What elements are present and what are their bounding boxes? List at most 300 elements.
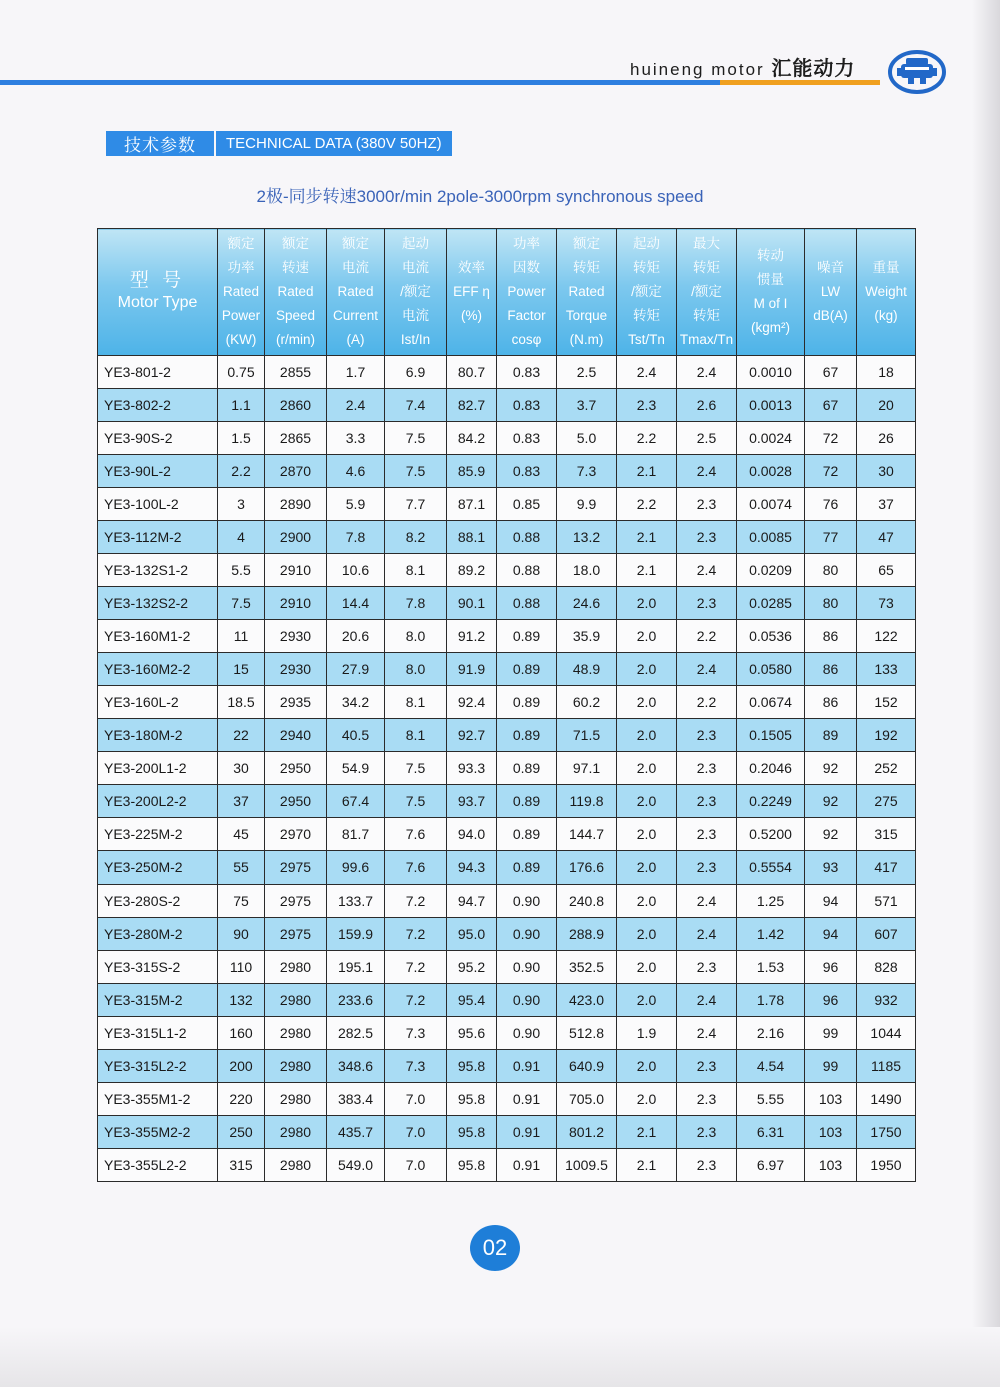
data-cell: 1490 <box>857 1082 916 1115</box>
data-cell: 250 <box>218 1115 265 1148</box>
data-cell: 2935 <box>265 686 327 719</box>
data-cell: 0.83 <box>497 356 557 389</box>
data-cell: 37 <box>218 785 265 818</box>
data-cell: 103 <box>805 1082 857 1115</box>
column-header-line: (kgm²) <box>751 320 790 335</box>
data-cell: 5.55 <box>737 1082 805 1115</box>
data-cell: 95.4 <box>447 983 497 1016</box>
data-cell: 8.0 <box>385 653 447 686</box>
column-header-line: 额定 <box>342 236 369 251</box>
data-cell: 0.91 <box>497 1082 557 1115</box>
data-cell: 2.2 <box>617 488 677 521</box>
data-cell: 11 <box>218 620 265 653</box>
data-cell: 0.89 <box>497 785 557 818</box>
data-cell: 24.6 <box>557 587 617 620</box>
data-cell: 0.85 <box>497 488 557 521</box>
column-header <box>737 229 805 356</box>
column-header-line: Rated <box>277 284 314 299</box>
data-cell: 6.97 <box>737 1148 805 1181</box>
table-row <box>98 521 916 554</box>
column-header-line: Rated <box>222 284 260 299</box>
data-cell: 92 <box>805 752 857 785</box>
data-cell: 2.3 <box>677 521 737 554</box>
data-cell: 2.3 <box>677 818 737 851</box>
data-cell: 20 <box>857 389 916 422</box>
column-header-line: Power <box>507 284 546 299</box>
data-cell: 0.88 <box>497 587 557 620</box>
data-cell: 2.3 <box>677 719 737 752</box>
motor-type-cell: YE3-315S-2 <box>98 950 218 983</box>
data-cell: 0.75 <box>218 356 265 389</box>
data-cell: 7.0 <box>385 1148 447 1181</box>
data-cell: 85.9 <box>447 455 497 488</box>
data-cell: 1.25 <box>737 884 805 917</box>
column-header-line: /额定 <box>400 284 431 299</box>
data-cell: 95.8 <box>447 1049 497 1082</box>
section-tag <box>106 131 452 156</box>
data-cell: 7.6 <box>385 818 447 851</box>
column-header-line: 型 号 <box>129 270 186 291</box>
data-cell: 2.3 <box>677 1049 737 1082</box>
data-cell: 348.6 <box>327 1049 385 1082</box>
data-cell: 2.4 <box>617 356 677 389</box>
column-header-line: (r/min) <box>276 332 315 347</box>
data-cell: 220 <box>218 1082 265 1115</box>
motor-type-cell: YE3-355L2-2 <box>98 1148 218 1181</box>
data-cell: 2890 <box>265 488 327 521</box>
data-cell: 0.0074 <box>737 488 805 521</box>
data-cell: 0.0209 <box>737 554 805 587</box>
table-row <box>98 620 916 653</box>
column-header <box>218 229 265 356</box>
data-cell: 47 <box>857 521 916 554</box>
motor-type-cell: YE3-355M2-2 <box>98 1115 218 1148</box>
motor-type-cell: YE3-132S2-2 <box>98 587 218 620</box>
column-header-motor-type <box>98 229 218 356</box>
data-cell: 7.2 <box>385 917 447 950</box>
data-cell: 93.7 <box>447 785 497 818</box>
data-cell: 3.3 <box>327 422 385 455</box>
data-cell: 65 <box>857 554 916 587</box>
motor-type-cell: YE3-100L-2 <box>98 488 218 521</box>
data-cell: 0.89 <box>497 719 557 752</box>
table-row <box>98 752 916 785</box>
data-cell: 4.6 <box>327 455 385 488</box>
data-cell: 288.9 <box>557 917 617 950</box>
data-cell: 6.9 <box>385 356 447 389</box>
data-cell: 97.1 <box>557 752 617 785</box>
data-cell: 94 <box>805 917 857 950</box>
data-cell: 2.2 <box>617 422 677 455</box>
column-header-line: cosφ <box>511 332 542 347</box>
data-cell: 119.8 <box>557 785 617 818</box>
data-cell: 0.0285 <box>737 587 805 620</box>
data-cell: 315 <box>218 1148 265 1181</box>
column-header-line: 额定 <box>227 236 255 251</box>
data-cell: 2.0 <box>617 653 677 686</box>
data-cell: 1185 <box>857 1049 916 1082</box>
column-header <box>617 229 677 356</box>
data-cell: 0.89 <box>497 620 557 653</box>
data-cell: 640.9 <box>557 1049 617 1082</box>
data-cell: 2.3 <box>617 389 677 422</box>
data-cell: 2.4 <box>677 356 737 389</box>
data-cell: 84.2 <box>447 422 497 455</box>
data-cell: 2975 <box>265 917 327 950</box>
data-cell: 81.7 <box>327 818 385 851</box>
data-cell: 2.5 <box>677 422 737 455</box>
data-cell: 103 <box>805 1148 857 1181</box>
data-cell: 423.0 <box>557 983 617 1016</box>
data-cell: 2.3 <box>677 1082 737 1115</box>
data-cell: 7.5 <box>218 587 265 620</box>
data-cell: 1.78 <box>737 983 805 1016</box>
column-header-line: 因数 <box>513 260 540 275</box>
data-cell: 2930 <box>265 653 327 686</box>
data-cell: 1.53 <box>737 950 805 983</box>
data-cell: 2.6 <box>677 389 737 422</box>
table-header-row <box>98 229 916 356</box>
motor-type-cell: YE3-225M-2 <box>98 818 218 851</box>
data-cell: 30 <box>857 455 916 488</box>
column-header-line: 重量 <box>872 260 900 275</box>
data-cell: 0.0024 <box>737 422 805 455</box>
data-cell: 95.6 <box>447 1016 497 1049</box>
data-cell: 92.4 <box>447 686 497 719</box>
column-header-line: Ist/In <box>400 332 431 347</box>
data-cell: 37 <box>857 488 916 521</box>
data-cell: 2.3 <box>677 587 737 620</box>
column-header-line: (%) <box>461 308 482 323</box>
data-cell: 2.4 <box>327 389 385 422</box>
data-cell: 22 <box>218 719 265 752</box>
data-cell: 2980 <box>265 1016 327 1049</box>
data-cell: 30 <box>218 752 265 785</box>
table-subtitle: 2极-同步转速3000r/min 2pole-3000rpm synchronous speed <box>256 187 704 206</box>
data-cell: 2.4 <box>677 917 737 950</box>
data-cell: 2930 <box>265 620 327 653</box>
data-cell: 18.0 <box>557 554 617 587</box>
column-header <box>497 229 557 356</box>
data-cell: 72 <box>805 455 857 488</box>
data-cell: 80 <box>805 587 857 620</box>
data-cell: 2.1 <box>617 554 677 587</box>
data-cell: 103 <box>805 1115 857 1148</box>
data-cell: 2980 <box>265 983 327 1016</box>
data-cell: 80 <box>805 554 857 587</box>
data-cell: 8.1 <box>385 719 447 752</box>
data-cell: 8.1 <box>385 686 447 719</box>
data-cell: 2975 <box>265 884 327 917</box>
data-cell: 2980 <box>265 950 327 983</box>
motor-type-cell: YE3-250M-2 <box>98 851 218 884</box>
data-cell: 571 <box>857 884 916 917</box>
data-cell: 192 <box>857 719 916 752</box>
table-row <box>98 653 916 686</box>
data-cell: 122 <box>857 620 916 653</box>
data-cell: 2.3 <box>677 1148 737 1181</box>
data-cell: 0.89 <box>497 653 557 686</box>
data-cell: 7.5 <box>385 455 447 488</box>
data-cell: 88.1 <box>447 521 497 554</box>
data-cell: 0.91 <box>497 1115 557 1148</box>
motor-type-cell: YE3-200L1-2 <box>98 752 218 785</box>
column-header-line: M of I <box>753 296 788 311</box>
column-header <box>677 229 737 356</box>
data-cell: 4 <box>218 521 265 554</box>
data-cell: 7.0 <box>385 1115 447 1148</box>
column-header <box>385 229 447 356</box>
data-cell: 0.89 <box>497 818 557 851</box>
data-cell: 99 <box>805 1049 857 1082</box>
motor-type-cell: YE3-180M-2 <box>98 719 218 752</box>
data-cell: 352.5 <box>557 950 617 983</box>
data-cell: 2970 <box>265 818 327 851</box>
data-cell: 45 <box>218 818 265 851</box>
column-header-line: 额定 <box>282 236 309 251</box>
data-cell: 1009.5 <box>557 1148 617 1181</box>
data-cell: 2.3 <box>677 785 737 818</box>
data-cell: 76 <box>805 488 857 521</box>
technical-data-table <box>97 228 916 1182</box>
data-cell: 67.4 <box>327 785 385 818</box>
data-cell: 60.2 <box>557 686 617 719</box>
data-cell: 90 <box>218 917 265 950</box>
data-cell: 1950 <box>857 1148 916 1181</box>
data-cell: 2.0 <box>617 983 677 1016</box>
data-cell: 0.90 <box>497 917 557 950</box>
data-cell: 54.9 <box>327 752 385 785</box>
data-cell: 13.2 <box>557 521 617 554</box>
column-header-line: Weight <box>865 284 907 299</box>
data-cell: 1750 <box>857 1115 916 1148</box>
data-cell: 5.5 <box>218 554 265 587</box>
data-cell: 1.7 <box>327 356 385 389</box>
data-cell: 67 <box>805 356 857 389</box>
data-cell: 48.9 <box>557 653 617 686</box>
data-cell: 75 <box>218 884 265 917</box>
column-header-line: LW <box>820 284 841 299</box>
motor-type-cell: YE3-160M2-2 <box>98 653 218 686</box>
column-header-line: Tmax/Tn <box>679 332 734 347</box>
column-header-line: Rated <box>337 284 374 299</box>
data-cell: 0.0013 <box>737 389 805 422</box>
data-cell: 160 <box>218 1016 265 1049</box>
column-header-line: 电流 <box>402 308 429 323</box>
data-cell: 195.1 <box>327 950 385 983</box>
data-cell: 801.2 <box>557 1115 617 1148</box>
motor-type-cell: YE3-132S1-2 <box>98 554 218 587</box>
column-header-line: 最大 <box>693 236 720 251</box>
data-cell: 77 <box>805 521 857 554</box>
data-cell: 2.1 <box>617 455 677 488</box>
data-cell: 92.7 <box>447 719 497 752</box>
data-cell: 3.7 <box>557 389 617 422</box>
data-cell: 90.1 <box>447 587 497 620</box>
data-cell: 7.7 <box>385 488 447 521</box>
brand-name-cn: 汇能动力 <box>771 58 856 80</box>
data-cell: 2.4 <box>677 1016 737 1049</box>
column-header <box>857 229 916 356</box>
table-row <box>98 356 916 389</box>
data-cell: 7.3 <box>385 1016 447 1049</box>
data-cell: 73 <box>857 587 916 620</box>
section-tag-cn: 技术参数 <box>106 131 214 156</box>
column-header-line: 惯量 <box>757 272 784 287</box>
data-cell: 2.3 <box>677 950 737 983</box>
data-cell: 176.6 <box>557 851 617 884</box>
table-row <box>98 1115 916 1148</box>
data-cell: 110 <box>218 950 265 983</box>
data-cell: 15 <box>218 653 265 686</box>
data-cell: 2.0 <box>617 719 677 752</box>
table-row <box>98 554 916 587</box>
motor-type-cell: YE3-112M-2 <box>98 521 218 554</box>
motor-type-cell: YE3-160M1-2 <box>98 620 218 653</box>
data-cell: 417 <box>857 851 916 884</box>
data-cell: 152 <box>857 686 916 719</box>
data-cell: 2.3 <box>677 1115 737 1148</box>
column-header <box>805 229 857 356</box>
data-cell: 0.88 <box>497 554 557 587</box>
column-header-line: EFF η <box>453 284 490 299</box>
data-cell: 2.4 <box>677 983 737 1016</box>
data-cell: 2910 <box>265 554 327 587</box>
motor-type-cell: YE3-280M-2 <box>98 917 218 950</box>
data-cell: 2950 <box>265 785 327 818</box>
data-cell: 7.6 <box>385 851 447 884</box>
data-cell: 705.0 <box>557 1082 617 1115</box>
table-row <box>98 1016 916 1049</box>
data-cell: 26 <box>857 422 916 455</box>
page-bottom-shade <box>0 1327 1000 1387</box>
data-cell: 18 <box>857 356 916 389</box>
data-cell: 1044 <box>857 1016 916 1049</box>
data-cell: 2.3 <box>677 851 737 884</box>
data-cell: 86 <box>805 620 857 653</box>
table-row <box>98 719 916 752</box>
data-cell: 95.8 <box>447 1082 497 1115</box>
data-cell: 0.90 <box>497 983 557 1016</box>
data-cell: 7.5 <box>385 422 447 455</box>
data-cell: 0.2046 <box>737 752 805 785</box>
data-cell: 71.5 <box>557 719 617 752</box>
brand-logo-icon <box>888 50 946 94</box>
data-cell: 6.31 <box>737 1115 805 1148</box>
data-cell: 96 <box>805 950 857 983</box>
data-cell: 252 <box>857 752 916 785</box>
data-cell: 95.2 <box>447 950 497 983</box>
column-header-line: 效率 <box>458 260 485 275</box>
data-cell: 1.42 <box>737 917 805 950</box>
data-cell: 7.3 <box>385 1049 447 1082</box>
column-header-line: 转矩 <box>633 308 660 323</box>
data-cell: 7.3 <box>557 455 617 488</box>
data-cell: 512.8 <box>557 1016 617 1049</box>
column-header-line: 转矩 <box>693 308 720 323</box>
data-cell: 0.0085 <box>737 521 805 554</box>
data-cell: 549.0 <box>327 1148 385 1181</box>
data-cell: 0.1505 <box>737 719 805 752</box>
table-body <box>98 356 916 1182</box>
data-cell: 2940 <box>265 719 327 752</box>
data-cell: 35.9 <box>557 620 617 653</box>
data-cell: 89.2 <box>447 554 497 587</box>
motor-type-cell: YE3-315L1-2 <box>98 1016 218 1049</box>
data-cell: 94.0 <box>447 818 497 851</box>
column-header-line: (KW) <box>225 332 257 347</box>
column-header-line: (kg) <box>874 308 898 323</box>
data-cell: 2950 <box>265 752 327 785</box>
table-row <box>98 455 916 488</box>
column-header-line: 转矩 <box>573 260 600 275</box>
data-cell: 94.3 <box>447 851 497 884</box>
column-header <box>265 229 327 356</box>
data-cell: 20.6 <box>327 620 385 653</box>
brand-name-en: huineng motor <box>630 60 765 79</box>
data-cell: 2980 <box>265 1148 327 1181</box>
data-cell: 2.0 <box>617 752 677 785</box>
data-cell: 2.4 <box>677 554 737 587</box>
column-header <box>327 229 385 356</box>
data-cell: 86 <box>805 653 857 686</box>
table-row <box>98 587 916 620</box>
column-header-line: Power <box>221 308 261 323</box>
data-cell: 7.5 <box>385 752 447 785</box>
data-cell: 383.4 <box>327 1082 385 1115</box>
motor-type-cell: YE3-801-2 <box>98 356 218 389</box>
data-cell: 2900 <box>265 521 327 554</box>
data-cell: 7.4 <box>385 389 447 422</box>
data-cell: 0.5200 <box>737 818 805 851</box>
data-cell: 2.1 <box>617 521 677 554</box>
table-row <box>98 686 916 719</box>
column-header-line: Tst/Tn <box>628 332 665 347</box>
data-cell: 55 <box>218 851 265 884</box>
data-cell: 34.2 <box>327 686 385 719</box>
data-cell: 828 <box>857 950 916 983</box>
data-cell: 5.0 <box>557 422 617 455</box>
data-cell: 144.7 <box>557 818 617 851</box>
data-cell: 89 <box>805 719 857 752</box>
data-cell: 0.83 <box>497 389 557 422</box>
column-header-line: 转矩 <box>633 260 660 275</box>
column-header-line: Factor <box>507 308 546 323</box>
column-header <box>557 229 617 356</box>
data-cell: 0.0010 <box>737 356 805 389</box>
data-cell: 2980 <box>265 1082 327 1115</box>
data-cell: 87.1 <box>447 488 497 521</box>
table-row <box>98 884 916 917</box>
table-row <box>98 950 916 983</box>
data-cell: 200 <box>218 1049 265 1082</box>
data-cell: 91.2 <box>447 620 497 653</box>
data-cell: 0.89 <box>497 686 557 719</box>
column-header-line: Rated <box>568 284 605 299</box>
data-cell: 240.8 <box>557 884 617 917</box>
data-cell: 8.1 <box>385 554 447 587</box>
data-cell: 0.2249 <box>737 785 805 818</box>
data-cell: 2855 <box>265 356 327 389</box>
column-header-line: /额定 <box>631 284 662 299</box>
data-cell: 0.83 <box>497 422 557 455</box>
data-cell: 2.1 <box>617 1115 677 1148</box>
data-cell: 86 <box>805 686 857 719</box>
table-row <box>98 488 916 521</box>
column-header-line: (A) <box>346 332 365 347</box>
motor-type-cell: YE3-355M1-2 <box>98 1082 218 1115</box>
data-cell: 2.0 <box>617 818 677 851</box>
